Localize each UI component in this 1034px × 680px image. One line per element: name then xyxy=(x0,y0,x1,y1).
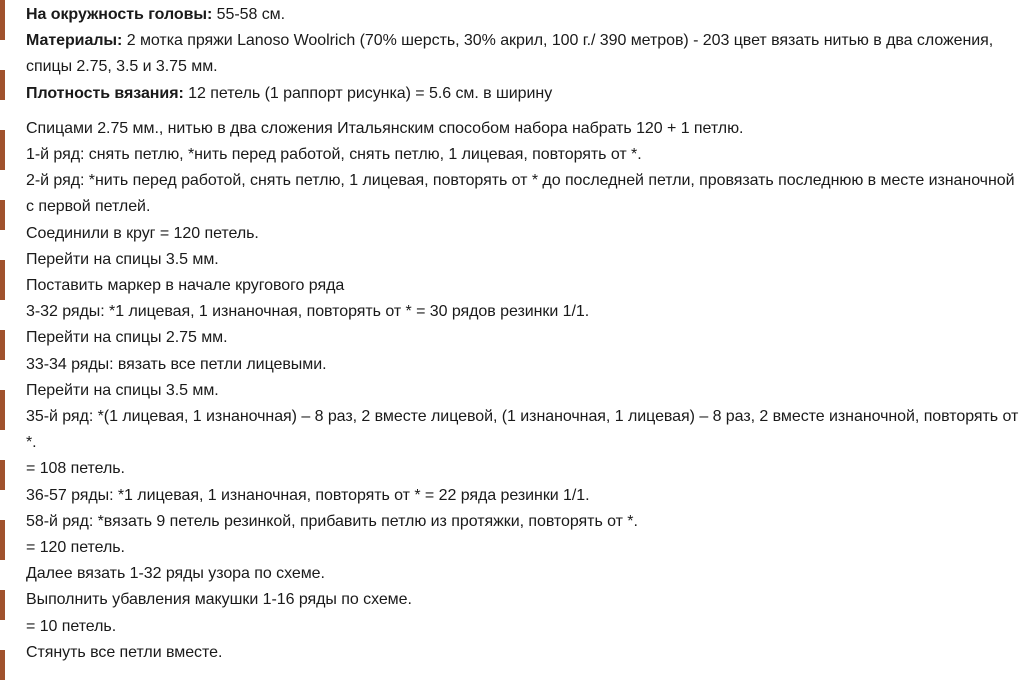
edge-segment xyxy=(0,70,5,100)
instruction-line: 2-й ряд: *нить перед работой, снять петлю, 1 лицевая, повторять от * до последней петли, провязать последнюю в месте изнаночной с первой петлей. xyxy=(26,172,1015,216)
section-spacer xyxy=(26,107,1026,116)
materials-value: 2 мотка пряжи Lanoso Woolrich (70% шерсть, 30% акрил, 100 г./ 390 метров) - 203 цвет вязать нитью в два сложения, спицы 2.75, 3.5 и 3.75 мм. xyxy=(26,32,994,76)
edge-segment xyxy=(0,460,5,490)
instruction-line: Перейти на спицы 3.5 мм. xyxy=(26,381,219,399)
instruction-line: Поставить маркер в начале кругового ряда xyxy=(26,277,345,295)
instruction-line: 35-й ряд: *(1 лицевая, 1 изнаночная) – 8 раз, 2 вместе лицевой, (1 изнаночная, 1 лицевая) – 8 раз, 2 вместе изнаночной, повторять от *. xyxy=(26,408,1019,452)
edge-segment xyxy=(0,590,5,620)
head-size-label: На окружность головы: xyxy=(26,6,213,23)
edge-segment xyxy=(0,650,5,680)
instruction-line: Соединили в круг = 120 петель. xyxy=(26,224,259,242)
instruction-line: = 10 петель. xyxy=(26,617,117,635)
materials-label: Материалы: xyxy=(26,32,123,50)
instruction-line: 33-34 ряды: вязать все петли лицевыми. xyxy=(26,355,327,373)
instruction-line: Стянуть все петли вместе. xyxy=(26,643,223,661)
instruction-line: = 120 петель. xyxy=(26,539,125,557)
instruction-line: 3-32 ряды: *1 лицевая, 1 изнаночная, повторять от * = 30 рядов резинки 1/1. xyxy=(26,303,590,321)
instruction-line: Перейти на спицы 3.5 мм. xyxy=(26,250,219,268)
instruction-line: 1-й ряд: снять петлю, *нить перед работой, снять петлю, 1 лицевая, повторять от *. xyxy=(26,146,642,164)
edge-segment xyxy=(0,390,5,430)
instruction-line: = 108 петель. xyxy=(26,460,125,478)
pattern-document xyxy=(26,2,1026,666)
instruction-line: 36-57 ряды: *1 лицевая, 1 изнаночная, повторять от * = 22 ряда резинки 1/1. xyxy=(26,486,590,504)
instruction-line: Спицами 2.75 мм., нитью в два сложения Итальянским способом набора набрать 120 + 1 петлю. xyxy=(26,119,744,137)
gauge-line xyxy=(26,81,1026,107)
instruction-line: 58-й ряд: *вязать 9 петель резинкой, прибавить петлю из протяжки, повторять от *. xyxy=(26,512,638,530)
edge-segment xyxy=(0,260,5,300)
head-size-value: 55-58 см. xyxy=(212,6,286,23)
instruction-line: Выполнить убавления макушки 1-16 ряды по схеме. xyxy=(26,591,412,609)
materials-line xyxy=(26,28,1026,80)
left-edge-decoration xyxy=(0,0,8,680)
edge-segment xyxy=(0,200,5,230)
edge-segment xyxy=(0,130,5,170)
gauge-value: 12 петель (1 раппорт рисунка) = 5.6 см. в ширину xyxy=(183,84,553,102)
edge-segment xyxy=(0,0,5,40)
head-size-line xyxy=(26,2,1026,28)
instruction-line: Далее вязать 1-32 ряды узора по схеме. xyxy=(26,565,325,583)
instruction-line: Перейти на спицы 2.75 мм. xyxy=(26,329,228,347)
edge-segment xyxy=(0,330,5,360)
gauge-label: Плотность вязания: xyxy=(26,84,184,102)
edge-segment xyxy=(0,520,5,560)
